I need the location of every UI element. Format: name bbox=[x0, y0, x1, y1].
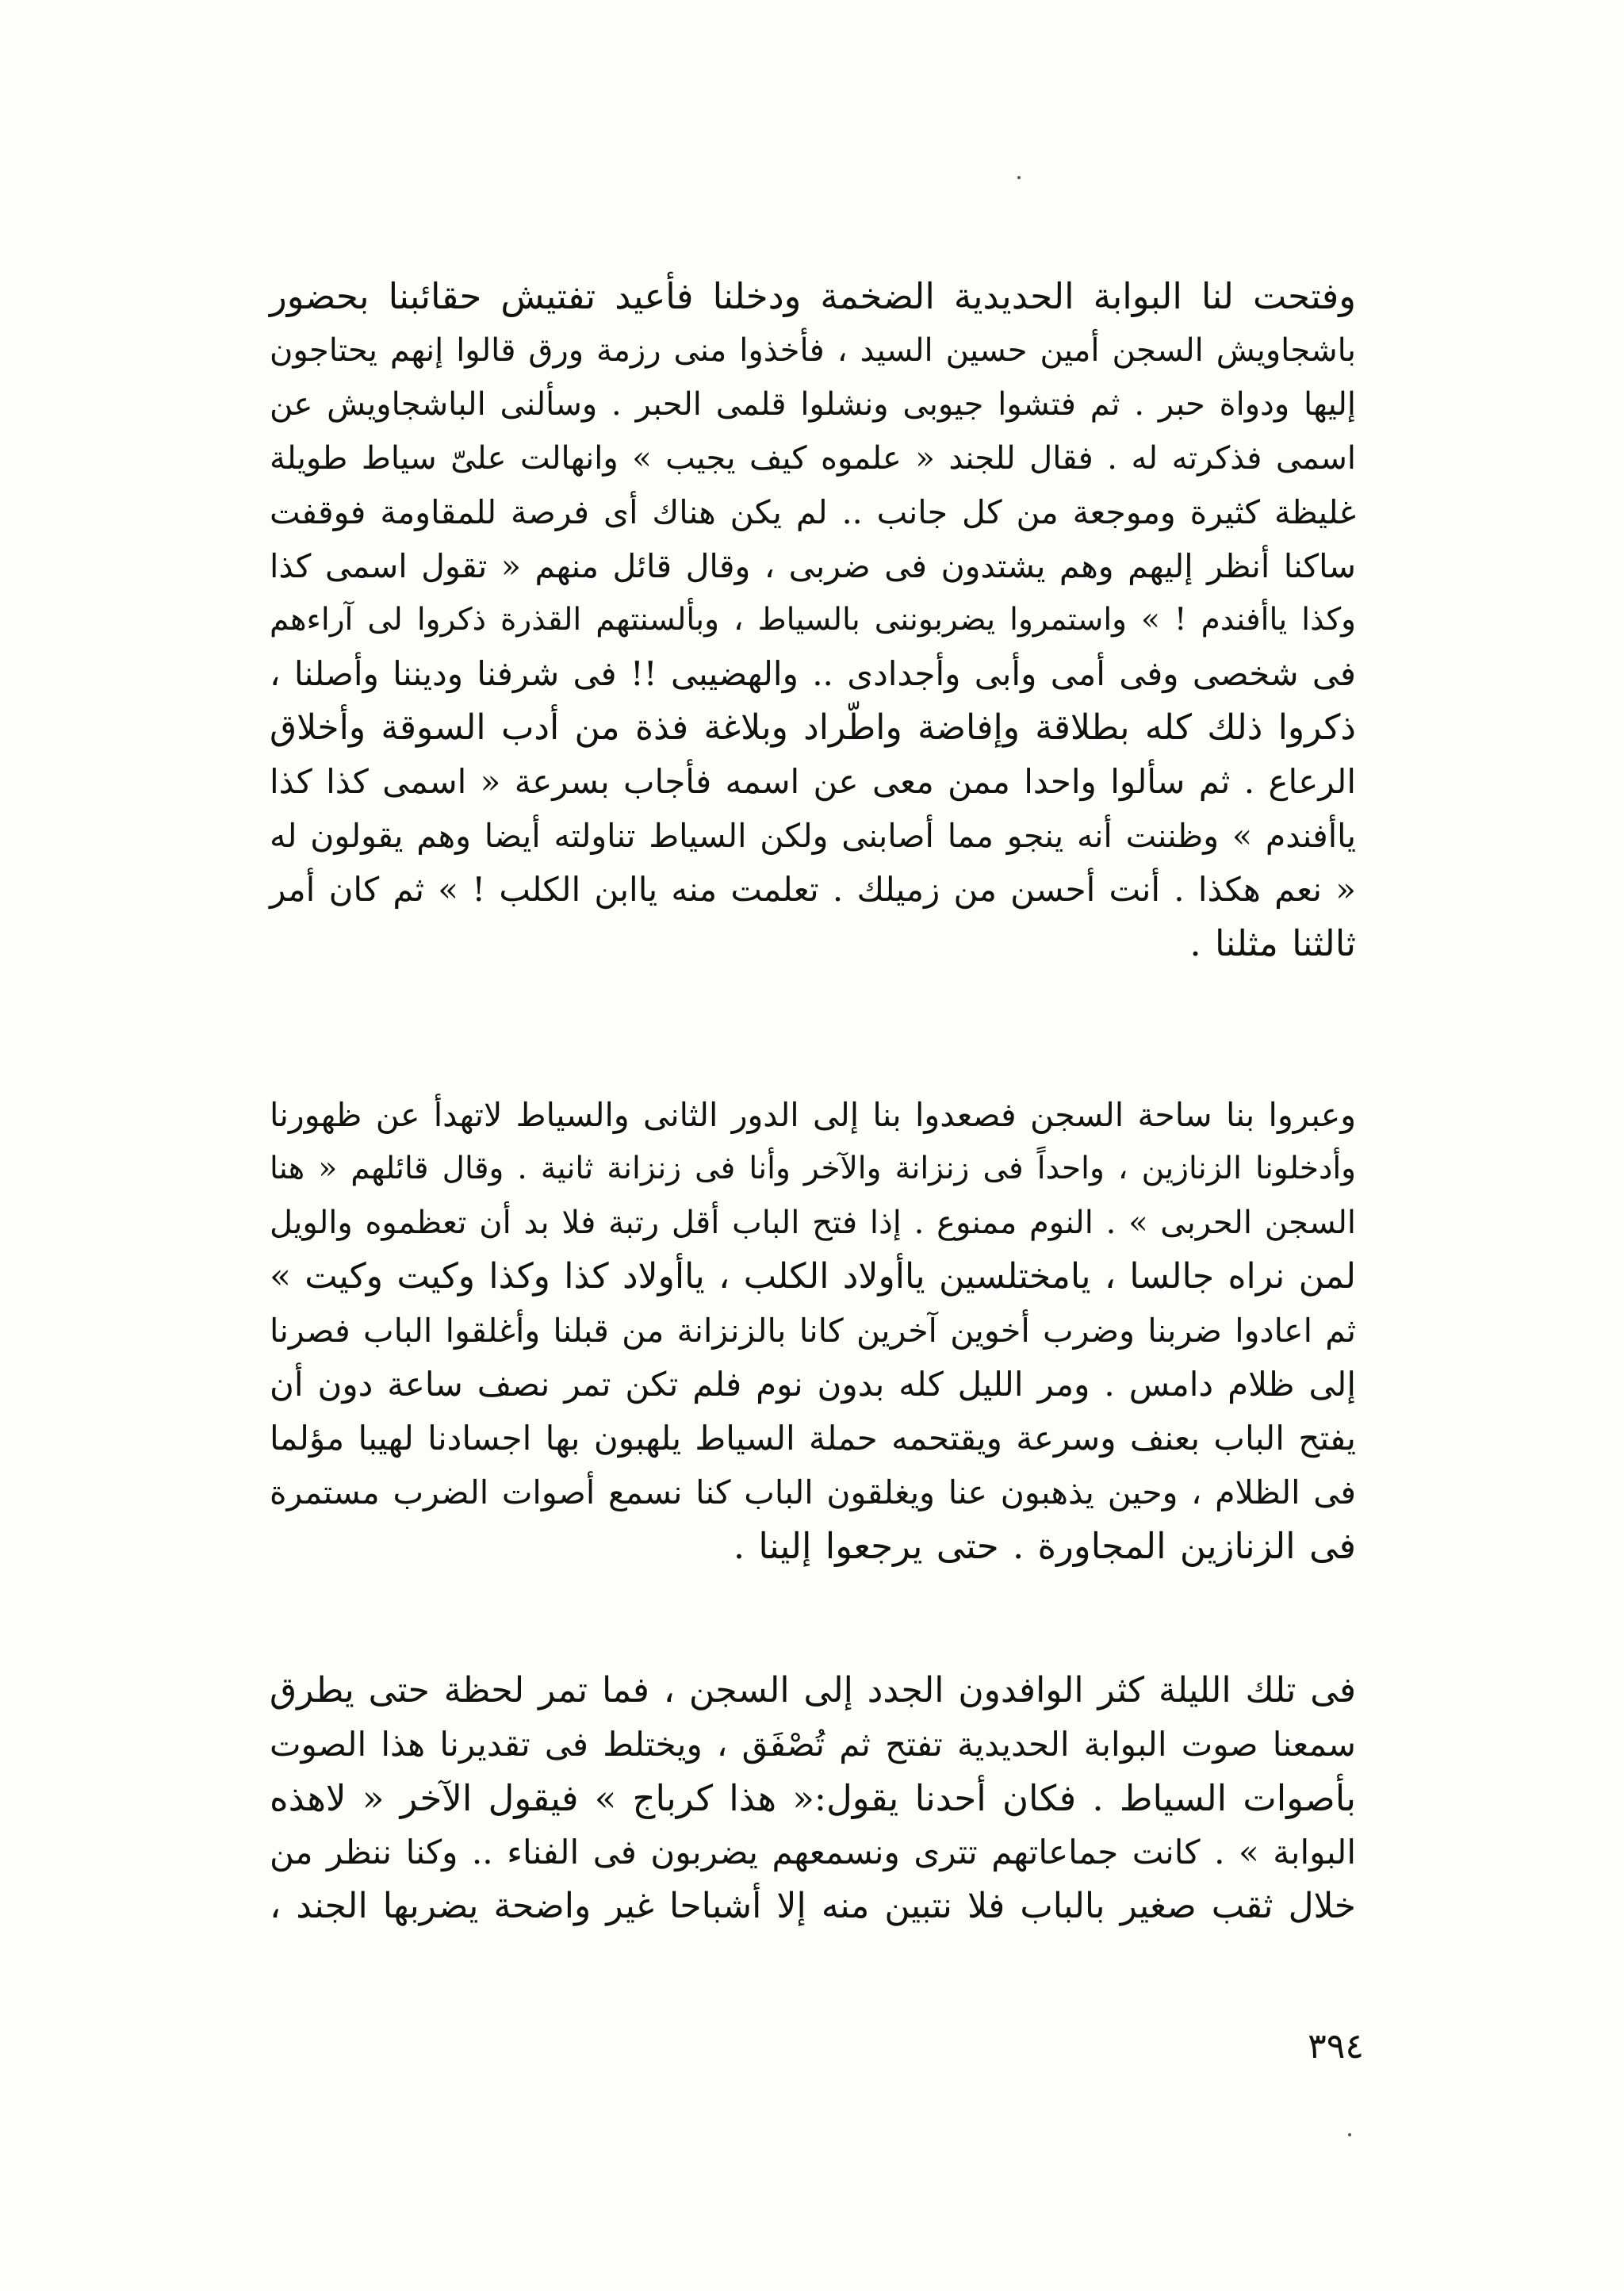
text-line: « نعم هكذا . أنت أحسن من زميلك . تعلمت منه ياابن الكلب ! » ثم كان أمر bbox=[270, 870, 1356, 909]
text-line: ثالثنا مثلنا . bbox=[1189, 922, 1356, 964]
paragraph-2-text bbox=[270, 1088, 1356, 1573]
text-line: غليظة كثيرة وموجعة من كل جانب .. لم يكن هناك أى فرصة للمقاومة فوقفت bbox=[270, 493, 1356, 531]
text-line: السجن الحربى » . النوم ممنوع . إذا فتح الباب أقل رتبة فلا بد أن تعظموه والويل bbox=[270, 1205, 1356, 1241]
paragraph-3-text bbox=[270, 1664, 1356, 1933]
text-line: لمن نراه جالسا ، يامختلسين ياأولاد الكلب ، ياأولاد كذا وكذا وكيت وكيت » bbox=[270, 1256, 1356, 1297]
text-line: اسمى فذكرته له . فقال للجند « علموه كيف يجيب » وانهالت علىّ سياط طويلة bbox=[270, 440, 1356, 477]
scan-speck bbox=[1017, 176, 1021, 179]
text-line: فى شخصى وفى أمى وأبى وأجدادى .. والهضيبى !! فى شرفنا وديننا وأصلنا ، bbox=[270, 654, 1356, 693]
text-line: وكذا ياأفندم ! » واستمروا يضربوننى بالسياط ، وبألسنتهم القذرة ذكروا لى آراءهم bbox=[270, 602, 1356, 638]
text-line: وفتحت لنا البوابة الحديدية الضخمة ودخلنا فأعيد تفتيش حقائبنا بحضور bbox=[270, 275, 1356, 317]
text-line: ذكروا ذلك كله بطلاقة وإفاضة واطّراد وبلاغة فذة من أدب السوقة وأخلاق bbox=[270, 707, 1356, 748]
paragraph-1-text bbox=[270, 270, 1356, 971]
text-line: باشجاويش السجن أمين حسين السيد ، فأخذوا منى رزمة ورق قالوا إنهم يحتاجون bbox=[270, 332, 1356, 369]
text-line: إلى ظلام دامس . ومر الليل كله بدون نوم فلم تكن تمر نصف ساعة دون أن bbox=[270, 1365, 1356, 1404]
paragraph-3 bbox=[270, 1664, 1356, 1933]
text-line: خلال ثقب صغير بالباب فلا نتبين منه إلا أشباحا غير واضحة يضربها الجند ، bbox=[270, 1886, 1356, 1926]
paragraph-2 bbox=[270, 1088, 1356, 1573]
text-line: البوابة » . كانت جماعاتهم تترى ونسمعهم يضربون فى الفناء .. وكنا ننظر من bbox=[270, 1833, 1356, 1871]
text-line: ياأفندم » وظننت أنه ينجو مما أصابنى ولكن السياط تناولته أيضا وهم يقولون له bbox=[270, 817, 1356, 855]
text-line: يفتح الباب بعنف وسرعة ويقتحمه حملة السياط يلهبون بها اجسادنا لهيبا مؤلما bbox=[270, 1419, 1356, 1458]
text-line: سمعنا صوت البوابة الحديدية تفتح ثم تُصْفَق ، ويختلط فى تقديرنا هذا الصوت bbox=[270, 1725, 1356, 1764]
text-line: ساكنا أنظر إليهم وهم يشتدون فى ضربى ، وقال قائل منهم « تقول اسمى كذا bbox=[270, 547, 1356, 585]
text-line: فى تلك الليلة كثر الوافدون الجدد إلى السجن ، فما تمر لحظة حتى يطرق bbox=[270, 1670, 1356, 1711]
text-line: الرعاع . ثم سألوا واحدا ممن معى عن اسمه فأجاب بسرعة « اسمى كذا كذا bbox=[270, 762, 1356, 801]
text-line: فى الظلام ، وحين يذهبون عنا ويغلقون الباب كنا نسمع أصوات الضرب مستمرة bbox=[270, 1473, 1356, 1511]
text-line: إليها ودواة حبر . ثم فتشوا جيوبى ونشلوا قلمى الحبر . وسألنى الباشجاويش عن bbox=[270, 386, 1356, 423]
text-line: ثم اعادوا ضربنا وضرب أخوين آخرين كانا بالزنزانة من قبلنا وأغلقوا الباب فصرنا bbox=[270, 1312, 1356, 1350]
text-line: وعبروا بنا ساحة السجن فصعدوا بنا إلى الدور الثانى والسياط لاتهدأ عن ظهورنا bbox=[270, 1096, 1356, 1134]
scan-speck bbox=[1348, 2133, 1351, 2136]
text-line: وأدخلونا الزنازين ، واحداً فى زنزانة والآخر وأنا فى زنزانة ثانية . وقال قائلهم « هنا bbox=[270, 1151, 1356, 1186]
page-number: ٣٩٤ bbox=[1308, 2026, 1364, 2067]
paragraph-1 bbox=[270, 270, 1356, 971]
text-line: بأصوات السياط . فكان أحدنا يقول:« هذا كرباج » فيقول الآخر « لاهذه bbox=[270, 1777, 1356, 1819]
text-line: فى الزنازين المجاورة . حتى يرجعوا إلينا . bbox=[733, 1525, 1356, 1567]
